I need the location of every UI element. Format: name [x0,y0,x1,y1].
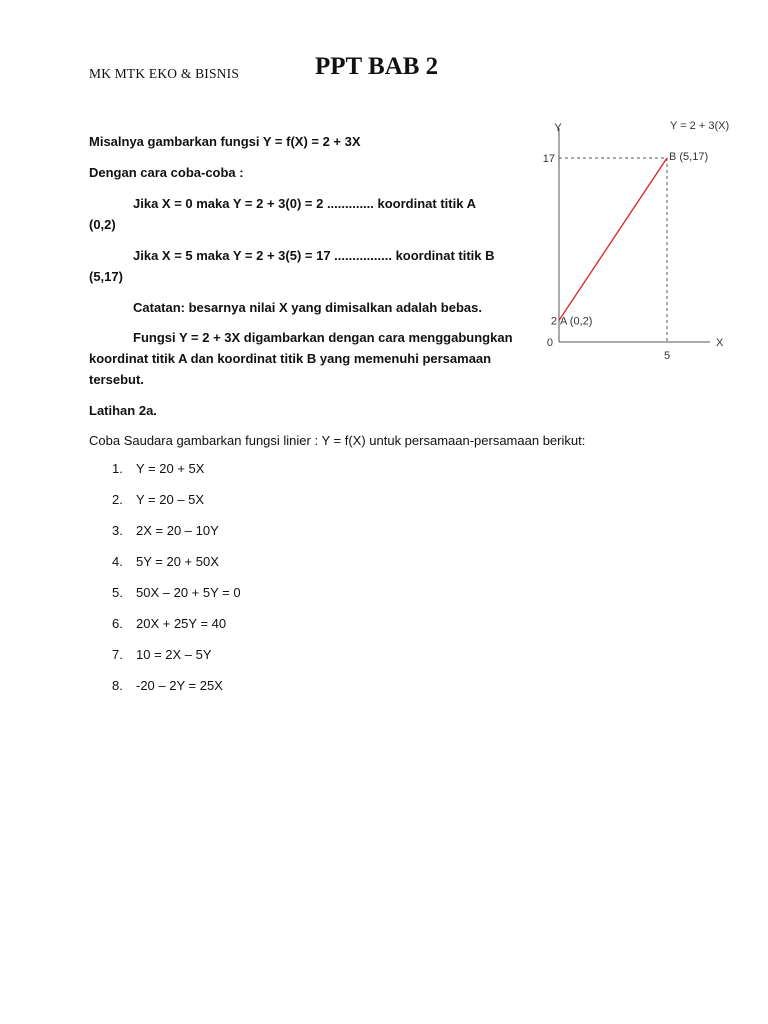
exercise-number: 1. [112,461,123,476]
summary-line2: koordinat titik A dan koordinat titik B yang memenuhi persamaan [89,351,492,366]
page-title: PPT BAB 2 [315,53,439,80]
y-tick-label: 17 [542,153,555,165]
exercise-number: 6. [112,616,123,631]
intro-text: Misalnya gambarkan fungsi Y = f(X) = 2 + 3X [89,134,361,149]
step-b-line1: Jika X = 5 maka Y = 2 + 3(5) = 17 ................ koordinat titik B [133,248,495,263]
chart-title: Y = 2 + 3(X) [670,120,730,132]
exercise-equation: Y = 20 + 5X [136,461,205,476]
exercise-number: 8. [112,678,123,693]
exercise-number: 5. [112,585,123,600]
exercise-equation: 5Y = 20 + 50X [136,554,219,569]
point-label-b: B (5,17) [669,151,709,163]
exercise-title: Latihan 2a. [89,403,157,418]
y-axis-label: Y [554,122,562,134]
exercise-equation: Y = 20 – 5X [136,492,205,507]
y-tick-label: 2 [550,315,557,328]
linear-function-chart [530,110,760,370]
exercise-number: 7. [112,647,123,662]
exercise-equation: -20 – 2Y = 25X [136,678,223,693]
step-b-line2: (5,17) [89,269,123,284]
course-header: MK MTK EKO & BISNIS [89,66,240,81]
note-text: Catatan: besarnya nilai X yang dimisalkan adalah bebas. [133,300,482,315]
exercise-equation: 10 = 2X – 5Y [136,647,212,662]
x-axis-label: X [716,337,724,349]
x-tick-label: 0 [546,337,553,349]
exercise-number: 2. [112,492,123,507]
exercise-equation: 20X + 25Y = 40 [136,616,227,631]
exercise-number: 4. [112,554,123,569]
exercise-equation: 50X – 20 + 5Y = 0 [136,585,241,600]
summary-line1: Fungsi Y = 2 + 3X digambarkan dengan cara menggabungkan [133,330,513,345]
step-a-line2: (0,2) [89,217,116,232]
exercise-instruction: Coba Saudara gambarkan fungsi linier : Y = f(X) untuk persamaan-persamaan berikut: [89,433,586,448]
exercise-number: 3. [112,523,123,538]
exercise-equation: 2X = 20 – 10Y [136,523,219,538]
point-label-a: A (0,2) [560,315,593,328]
series-line [559,158,667,320]
x-tick-label: 5 [663,350,671,362]
step-a-line1: Jika X = 0 maka Y = 2 + 3(0) = 2 ............. koordinat titik A [133,196,476,211]
method-text: Dengan cara coba-coba : [89,165,244,180]
summary-line3: tersebut. [89,372,144,387]
